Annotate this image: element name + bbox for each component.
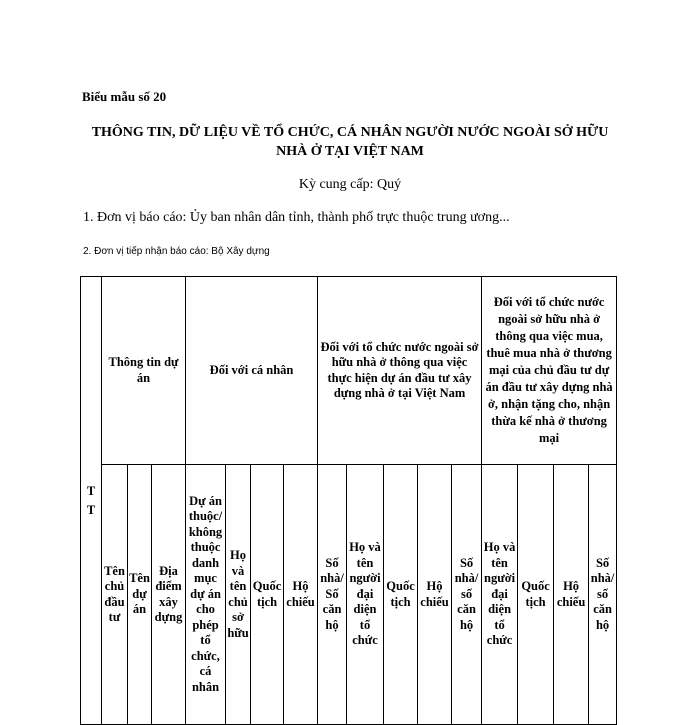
reporting-period: Kỳ cung cấp: Quý xyxy=(298,177,402,192)
header-location: Địa điểm xây dựng xyxy=(152,465,186,725)
header-nationality-1: Quốc tịch xyxy=(251,465,284,725)
header-passport-3: Hộ chiếu xyxy=(554,465,589,725)
header-rep-name-1: Họ và tên người đại diện tổ chức xyxy=(347,465,384,725)
header-group-org-project: Đối với tổ chức nước ngoài sở hữu nhà ở thông qua việc thực hiện dự án đầu tư xây dựng nhà ở tại Việt Nam xyxy=(318,277,482,465)
header-project-list: Dự án thuộc/ không thuộc danh mục dự án cho phép tổ chức, cá nhân xyxy=(186,465,226,725)
header-nationality-2: Quốc tịch xyxy=(384,465,418,725)
reporting-unit: 1. Đơn vị báo cáo: Ủy ban nhân dân tỉnh, thành phố trực thuộc trung ương... xyxy=(83,210,510,225)
header-cell-tt xyxy=(81,277,102,725)
header-project-name: Tên dự án xyxy=(128,465,152,725)
report-table xyxy=(80,276,617,725)
header-unit-count-3: Số nhà/ số căn hộ xyxy=(589,465,617,725)
tt-label: TT xyxy=(86,483,96,517)
receiving-unit: 2. Đơn vị tiếp nhận báo cáo: Bộ Xây dựng xyxy=(83,246,270,257)
header-owner-name: Họ và tên chủ sở hữu xyxy=(226,465,251,725)
header-passport-1: Hộ chiếu xyxy=(284,465,318,725)
header-investor-name: Tên chủ đầu tư xyxy=(102,465,128,725)
header-group-org-purchase: Đối với tổ chức nước ngoài sở hữu nhà ở thông qua việc mua, thuê mua nhà ở thương mại của chủ đầu tư dự án đầu tư xây dựng nhà ở, nhận tặng cho, nhận thừa kế nhà ở thương mại xyxy=(482,277,617,465)
header-group-project: Thông tin dự án xyxy=(102,277,186,465)
form-label: Biểu mẫu số 20 xyxy=(82,89,167,104)
header-unit-count-2: Số nhà/ số căn hộ xyxy=(452,465,482,725)
header-passport-2: Hộ chiếu xyxy=(418,465,452,725)
header-unit-count-1: Số nhà/ Số căn hộ xyxy=(318,465,347,725)
document-title: THÔNG TIN, DỮ LIỆU VỀ TỔ CHỨC, CÁ NHÂN NGƯỜI NƯỚC NGOÀI SỞ HỮU NHÀ Ở TẠI VIỆT NAM xyxy=(91,125,609,159)
header-nationality-3: Quốc tịch xyxy=(518,465,554,725)
header-rep-name-2: Họ và tên người đại diện tổ chức xyxy=(482,465,518,725)
header-group-individual: Đối với cá nhân xyxy=(186,277,318,465)
